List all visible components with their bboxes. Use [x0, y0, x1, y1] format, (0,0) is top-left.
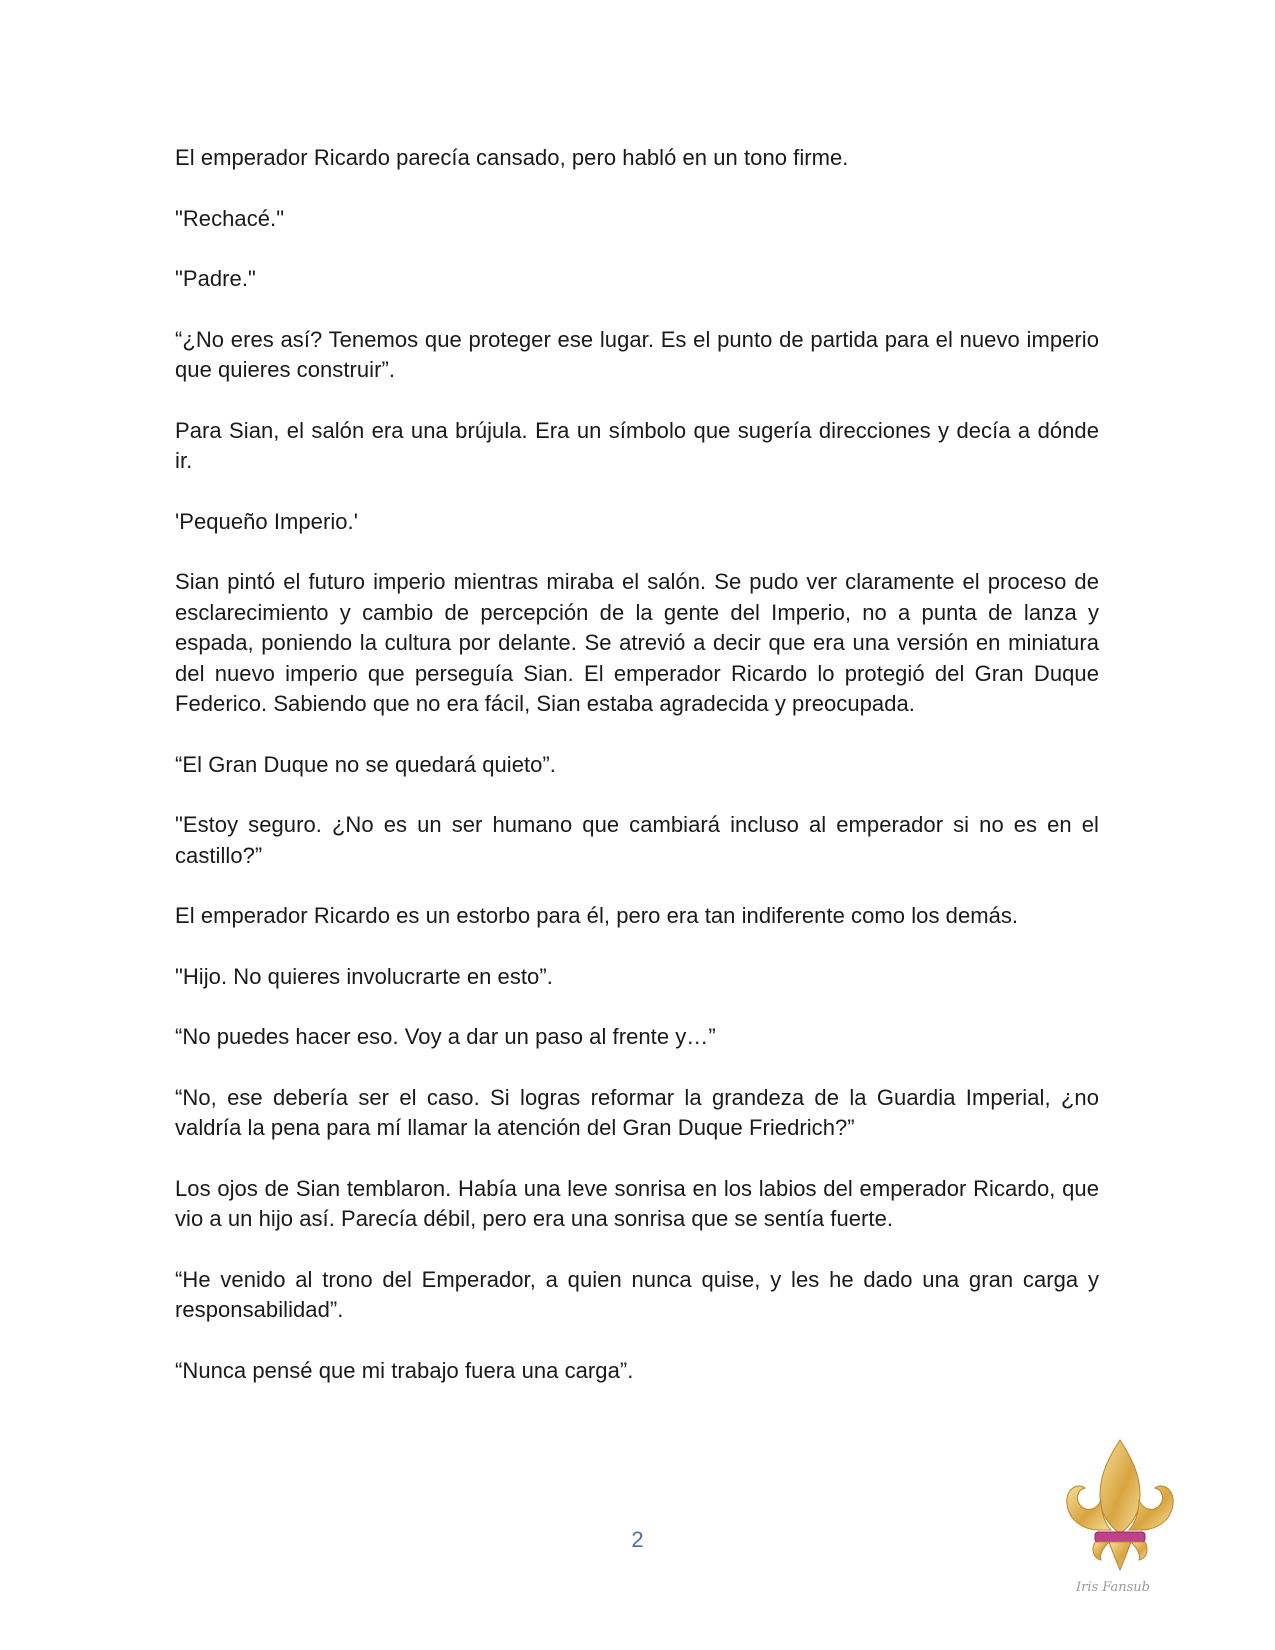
paragraph: Sian pintó el futuro imperio mientras miraba el salón. Se pudo ver claramente el proceso de esclarecimiento y cambio de percepción de la gente del Imperio, no a punta de lanza y espada, poniendo la cultura por delante. Se atrevió a decir que era una versión en miniatura del nuevo imperio que perseguía Sian. El emperador Ricardo lo protegió del Gran Duque Federico. Sabiendo que no era fácil, Sian estaba agradecida y preocupada.	[175, 569, 1099, 716]
paragraph: "Estoy seguro. ¿No es un ser humano que cambiará incluso al emperador si no es en el castillo?”	[175, 812, 1099, 868]
paragraph: "Rechacé."	[175, 205, 285, 231]
paragraph: “No, ese debería ser el caso. Si logras reformar la grandeza de la Guardia Imperial, ¿no valdría la pena para mí llamar la atención del Gran Duque Friedrich?”	[175, 1084, 1099, 1140]
paragraph: "Hijo. No quieres involucrarte en esto”.	[175, 963, 553, 989]
paragraph: Para Sian, el salón era una brújula. Era un símbolo que sugería direcciones y decía a dónde ir.	[175, 417, 1099, 473]
paragraph: “Nunca pensé que mi trabajo fuera una carga”.	[175, 1357, 634, 1383]
fleur-de-lis-icon	[1055, 1438, 1185, 1598]
paragraph: “¿No eres así? Tenemos que proteger ese lugar. Es el punto de partida para el nuevo imperio que quieres construir”.	[175, 326, 1099, 382]
logo-signature: Iris Fansub	[1076, 1580, 1150, 1595]
paragraph: “El Gran Duque no se quedará quieto”.	[175, 751, 556, 777]
paragraph: “No puedes hacer eso. Voy a dar un paso al frente y…”	[175, 1024, 716, 1049]
document-body	[175, 143, 1099, 1416]
paragraph: 'Pequeño Imperio.'	[175, 508, 358, 534]
paragraph: Los ojos de Sian temblaron. Había una leve sonrisa en los labios del emperador Ricardo, que vio a un hijo así. Parecía débil, pero era una sonrisa que se sentía fuerte.	[175, 1175, 1099, 1231]
paragraph: El emperador Ricardo parecía cansado, pero habló en un tono firme.	[175, 145, 849, 170]
paragraph: El emperador Ricardo es un estorbo para él, pero era tan indiferente como los demás.	[175, 903, 1019, 928]
paragraph: "Padre."	[175, 266, 256, 291]
fansub-logo	[1055, 1438, 1185, 1598]
page-number: 2	[631, 1527, 644, 1552]
paragraph: “He venido al trono del Emperador, a quien nunca quise, y les he dado una gran carga y responsabilidad”.	[175, 1266, 1099, 1322]
